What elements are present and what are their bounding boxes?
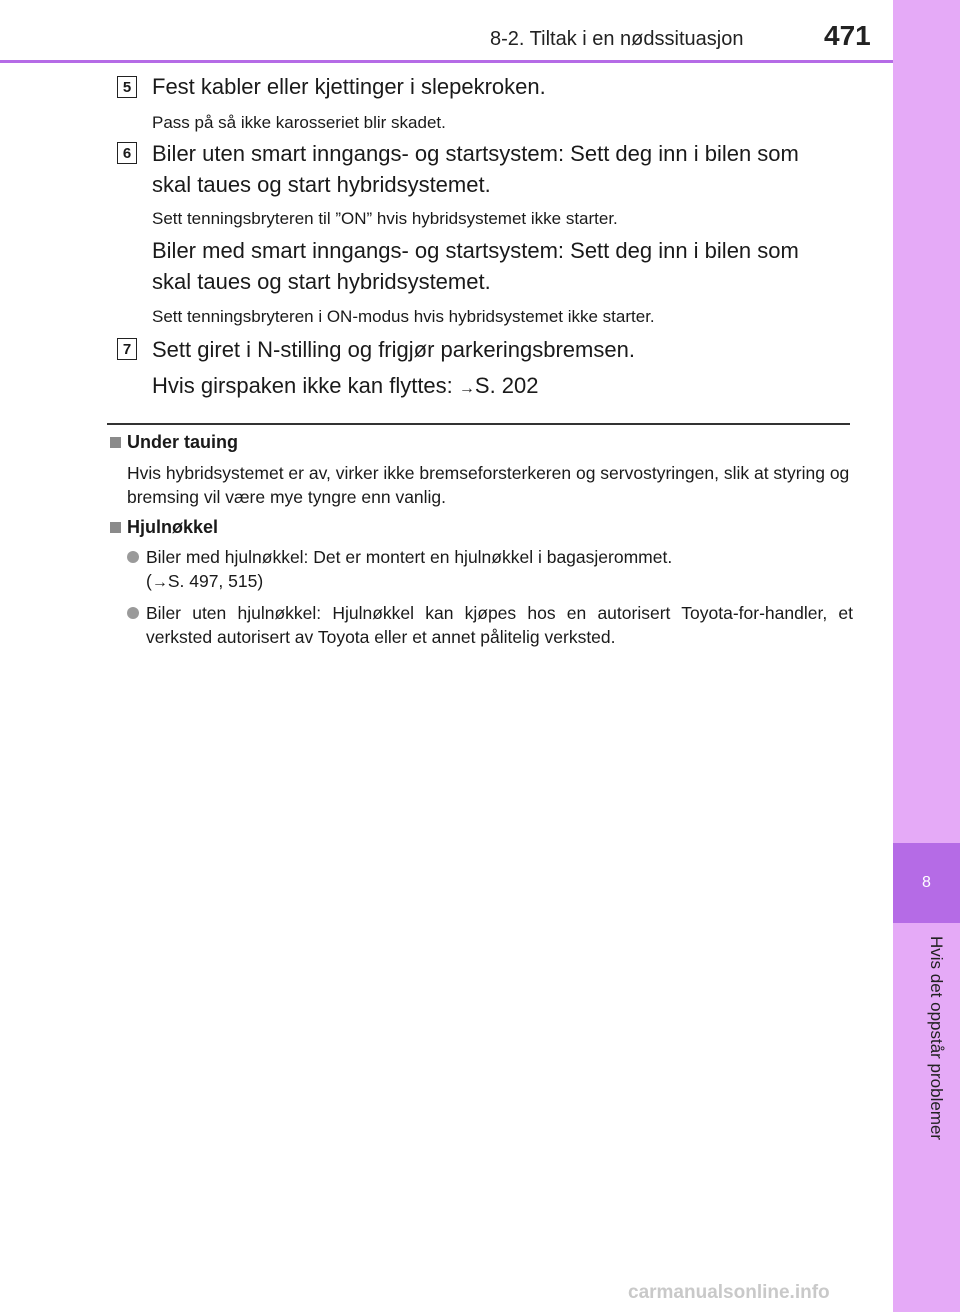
step-7-text: Sett giret i N-stilling og frigjør parkeringsbremsen.: [152, 337, 635, 362]
step-5-note: Pass på så ikke karosseriet blir skadet.: [152, 113, 446, 132]
step-6-text-line2: skal taues og start hybridsystemet.: [152, 172, 491, 197]
watermark: carmanualsonline.info: [628, 1282, 830, 1303]
step-6-alt-line2: skal taues og start hybridsystemet.: [152, 269, 491, 294]
arrow-right-icon: →: [458, 380, 475, 397]
note-towing-title: Under tauing: [127, 432, 238, 452]
header-rule: [0, 60, 893, 63]
step-badge-5: 5: [117, 76, 137, 98]
chapter-title: Hvis det oppstår problemer: [927, 936, 946, 1141]
list-item: [127, 601, 853, 649]
page-number: 471: [824, 20, 871, 51]
round-bullet-icon: [127, 551, 139, 563]
bullet-1-reference: (→S. 497, 515): [146, 571, 264, 591]
step-badge-7: 7: [117, 338, 137, 360]
step-6-alt-note: Sett tenningsbryteren i ON-modus hvis hybridsystemet ikke starter.: [152, 307, 655, 326]
step-7-reference-prefix: Hvis girspaken ikke kan flyttes:: [152, 373, 459, 398]
chapter-number: 8: [893, 843, 960, 923]
list-item: [127, 545, 853, 595]
round-bullet-icon: [127, 607, 139, 619]
section-divider: [107, 423, 850, 425]
note-wheel-title: Hjulnøkkel: [127, 517, 219, 537]
page-reference-link[interactable]: S. 202: [474, 373, 539, 398]
note-wheel-heading: [110, 517, 218, 538]
step-7-reference: [152, 371, 539, 404]
bullet-2-text: Biler uten hjulnøkkel: Hjulnøkkel kan kjøpes hos en autorisert Toyota-for-handler, et verksted autorisert av Toyota eller et annet pålitelig verksted.: [146, 603, 853, 647]
section-title: 8-2. Tiltak i en nødssituasjon: [490, 28, 744, 50]
square-bullet-icon: [110, 522, 121, 533]
note-towing-heading: [110, 432, 238, 453]
step-6-text-line1: Biler uten smart inngangs- og startsystem: Sett deg inn i bilen som: [152, 141, 799, 166]
step-6-note: Sett tenningsbryteren til ”ON” hvis hybridsystemet ikke starter.: [152, 209, 618, 228]
step-badge-6: 6: [117, 142, 137, 164]
step-6-alt-line1: Biler med smart inngangs- og startsystem: Sett deg inn i bilen som: [152, 238, 799, 263]
step-5-text: Fest kabler eller kjettinger i slepekroken.: [152, 74, 546, 99]
note-towing-text: Hvis hybridsystemet er av, virker ikke bremseforsterkeren og servostyringen, slik at styring og bremsing vil være mye tyngre enn vanlig.: [127, 463, 850, 507]
arrow-right-icon: →: [151, 574, 168, 591]
square-bullet-icon: [110, 437, 121, 448]
page-reference-link[interactable]: S. 497, 515): [167, 571, 264, 591]
bullet-1-text: Biler med hjulnøkkel: Det er montert en hjulnøkkel i bagasjerommet.: [146, 547, 673, 567]
